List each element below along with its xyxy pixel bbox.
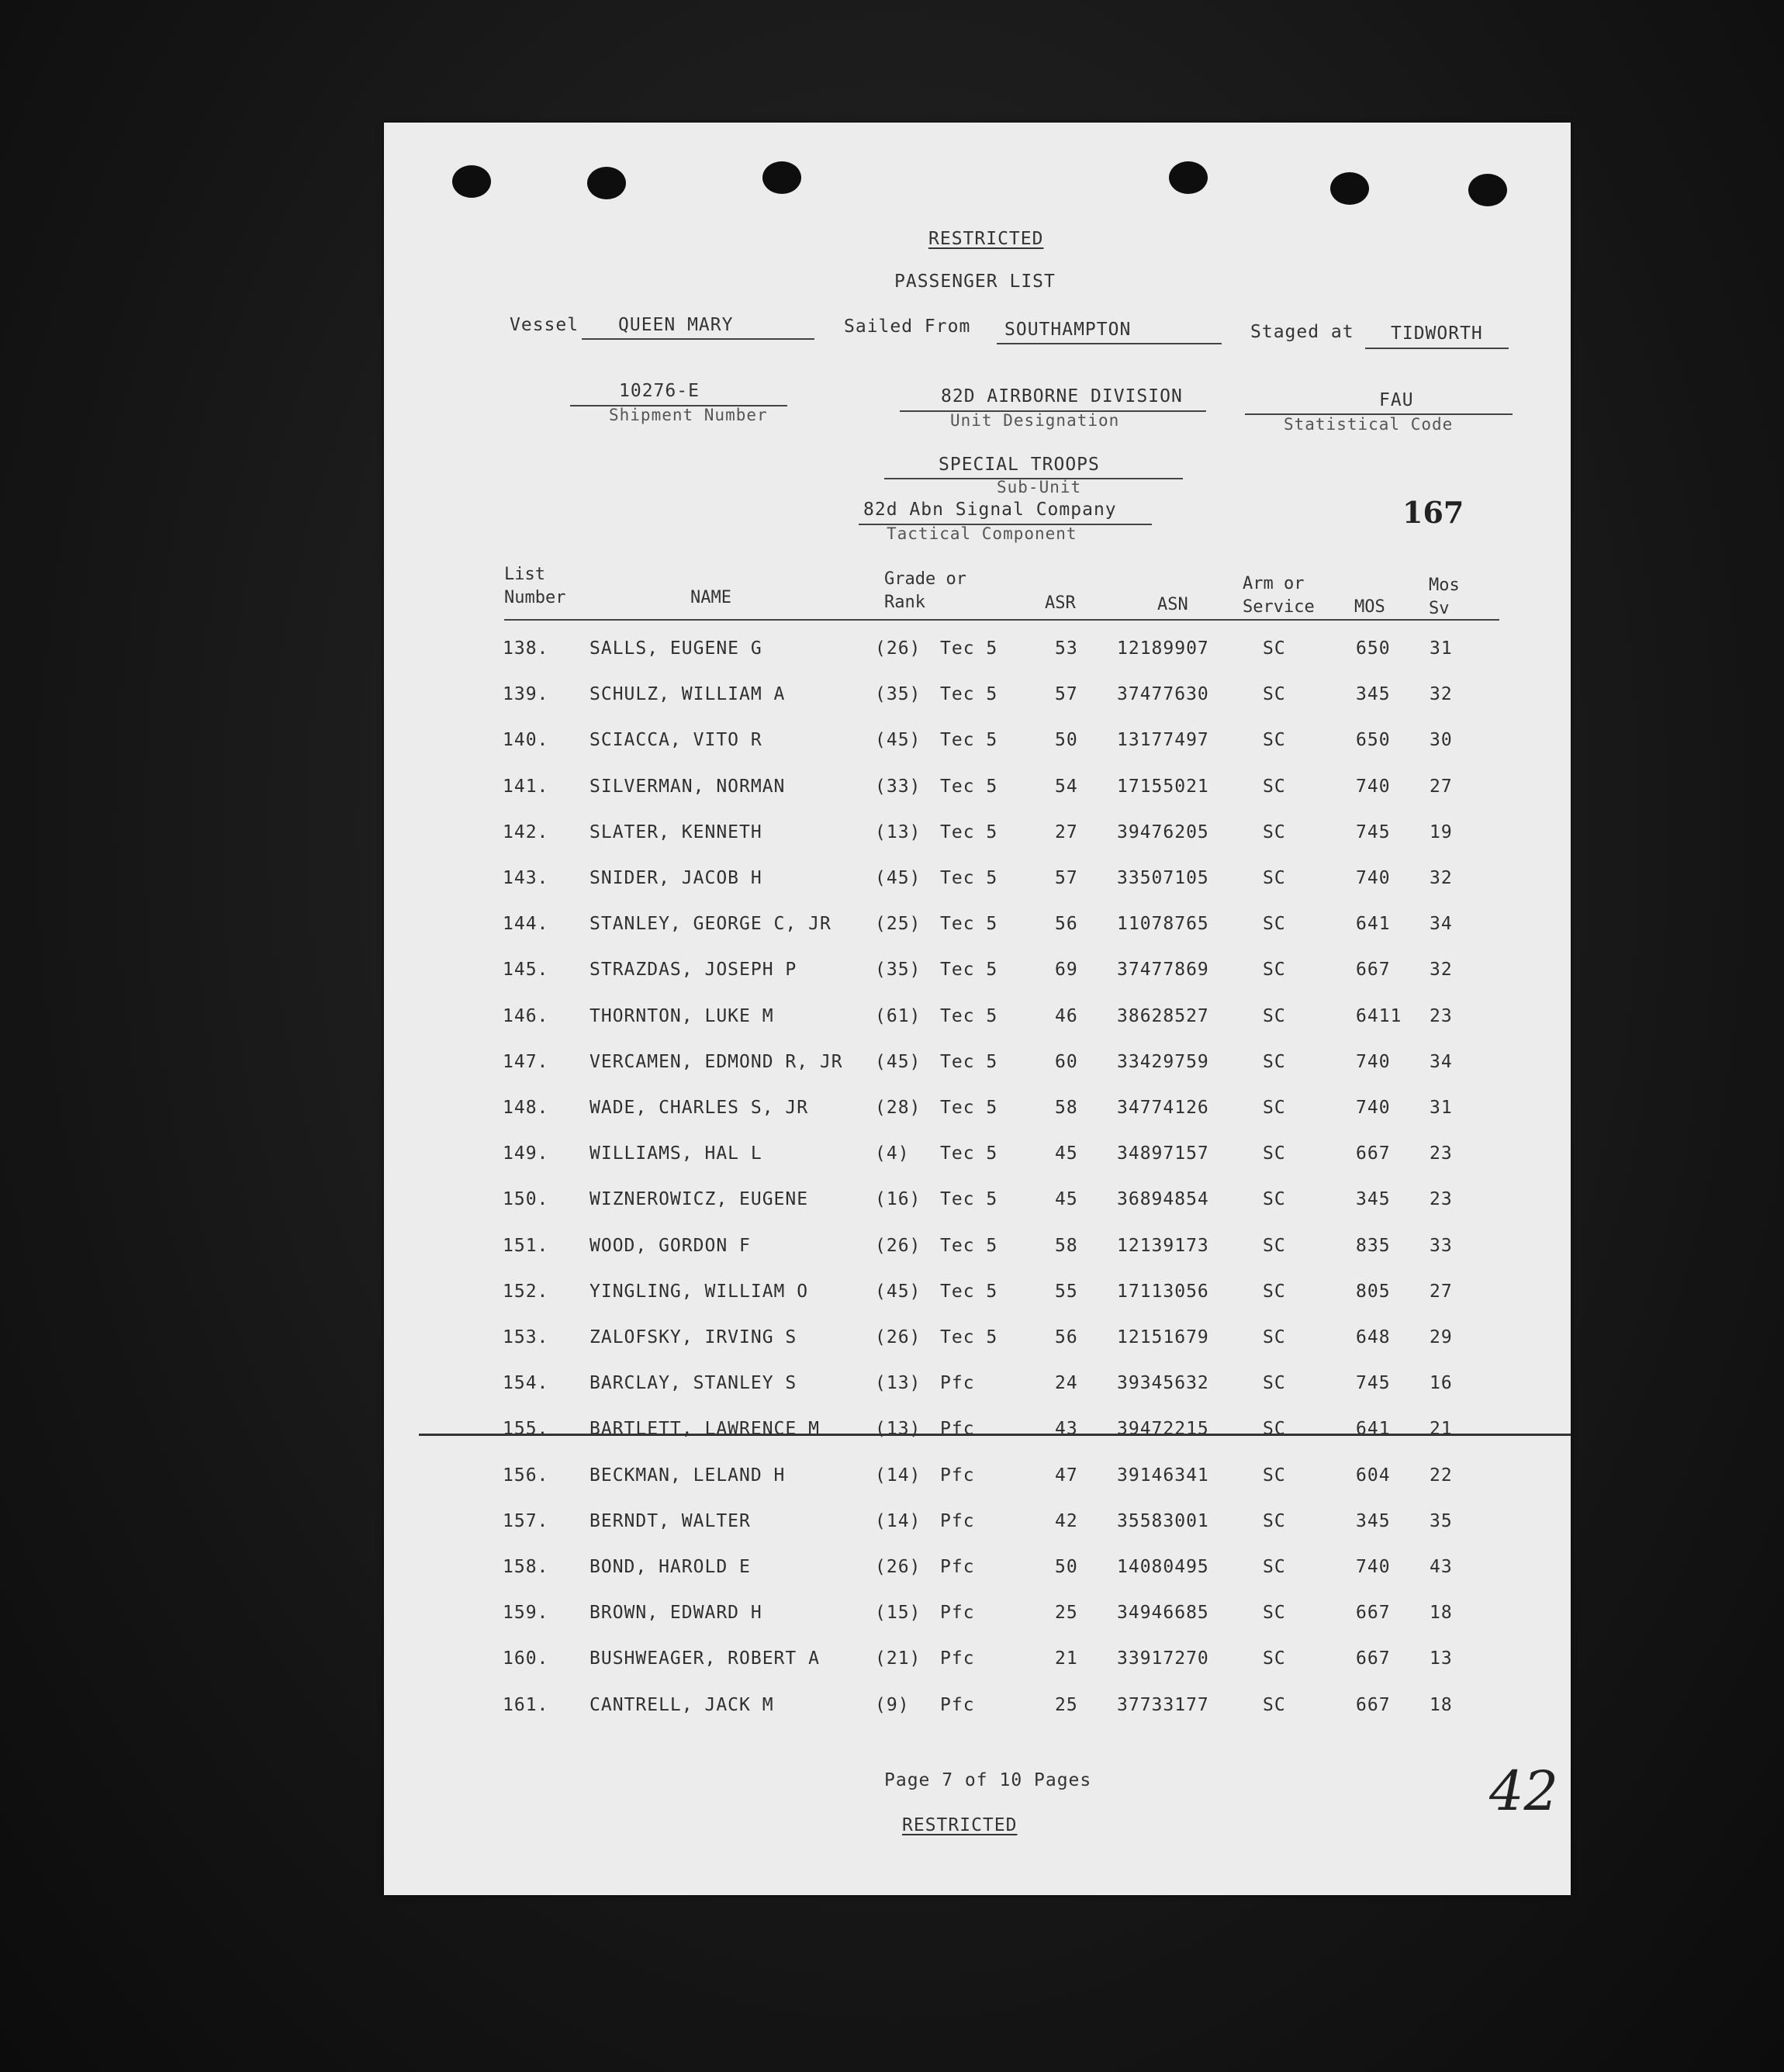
table-row bbox=[384, 638, 1571, 669]
row-asr: 58 bbox=[1055, 1235, 1078, 1256]
row-asr: 56 bbox=[1055, 914, 1078, 935]
col-grade-rank: Grade or Rank bbox=[884, 569, 966, 612]
row-asn: 36894854 bbox=[1117, 1189, 1209, 1210]
row-grade-code: (35) bbox=[875, 684, 921, 705]
row-asn: 13177497 bbox=[1117, 730, 1209, 751]
row-rank: Tec 5 bbox=[940, 868, 998, 888]
row-mos: 650 bbox=[1356, 730, 1391, 751]
row-rank: Tec 5 bbox=[940, 1098, 998, 1118]
row-grade-code: (45) bbox=[875, 1281, 921, 1302]
row-asn: 17155021 bbox=[1117, 776, 1209, 797]
classification-top: RESTRICTED bbox=[928, 229, 1044, 249]
staged-at-value: TIDWORTH bbox=[1391, 323, 1483, 344]
row-rank: Tec 5 bbox=[940, 776, 998, 797]
tactical-component-value: 82d Abn Signal Company bbox=[863, 500, 1117, 520]
row-name: BERNDT, WALTER bbox=[589, 1510, 751, 1531]
row-rank: Pfc bbox=[940, 1419, 975, 1440]
passenger-list-page bbox=[384, 123, 1571, 1895]
row-list-number: 155. bbox=[503, 1419, 549, 1440]
row-name: SLATER, KENNETH bbox=[589, 822, 762, 842]
row-asn: 37733177 bbox=[1117, 1694, 1209, 1715]
row-grade-code: (26) bbox=[875, 1235, 921, 1256]
row-mos: 345 bbox=[1356, 1510, 1391, 1531]
col-mos: MOS bbox=[1354, 597, 1385, 617]
row-grade-code: (14) bbox=[875, 1465, 921, 1486]
row-name: WOOD, GORDON F bbox=[589, 1235, 751, 1256]
row-mos: 345 bbox=[1356, 684, 1391, 705]
row-grade-code: (26) bbox=[875, 1557, 921, 1577]
row-rank: Tec 5 bbox=[940, 1051, 998, 1072]
row-mos-sv: 27 bbox=[1430, 776, 1453, 797]
row-mos: 740 bbox=[1356, 1557, 1391, 1577]
row-arm-service: SC bbox=[1263, 1648, 1286, 1669]
row-mos-sv: 32 bbox=[1430, 684, 1453, 705]
row-list-number: 158. bbox=[503, 1557, 549, 1577]
stamp-number: 167 bbox=[1402, 495, 1464, 530]
row-grade-code: (9) bbox=[875, 1694, 910, 1715]
row-rank: Tec 5 bbox=[940, 1143, 998, 1164]
row-list-number: 144. bbox=[503, 914, 549, 935]
row-list-number: 150. bbox=[503, 1189, 549, 1210]
row-arm-service: SC bbox=[1263, 1327, 1286, 1347]
row-mos-sv: 18 bbox=[1430, 1603, 1453, 1624]
table-row bbox=[384, 1603, 1571, 1634]
row-grade-code: (21) bbox=[875, 1648, 921, 1669]
row-name: STRAZDAS, JOSEPH P bbox=[589, 960, 797, 981]
row-arm-service: SC bbox=[1263, 822, 1286, 842]
row-grade-code: (15) bbox=[875, 1603, 921, 1624]
row-mos-sv: 32 bbox=[1430, 868, 1453, 888]
row-list-number: 147. bbox=[503, 1051, 549, 1072]
row-asn: 35583001 bbox=[1117, 1510, 1209, 1531]
row-name: SCIACCA, VITO R bbox=[589, 730, 762, 751]
statistical-code-label: Statistical Code bbox=[1284, 415, 1454, 434]
header-rule bbox=[504, 619, 1499, 621]
row-asn: 12139173 bbox=[1117, 1235, 1209, 1256]
row-asn: 34897157 bbox=[1117, 1143, 1209, 1164]
punch-hole bbox=[452, 165, 491, 198]
col-arm-service: Arm or Service bbox=[1243, 574, 1315, 617]
table-row bbox=[384, 1465, 1571, 1496]
row-grade-code: (14) bbox=[875, 1510, 921, 1531]
row-name: SCHULZ, WILLIAM A bbox=[589, 684, 786, 705]
row-asn: 11078765 bbox=[1117, 914, 1209, 935]
row-list-number: 153. bbox=[503, 1327, 549, 1347]
row-name: YINGLING, WILLIAM O bbox=[589, 1281, 809, 1302]
col-name: NAME bbox=[690, 588, 731, 607]
row-name: ZALOFSKY, IRVING S bbox=[589, 1327, 797, 1347]
row-mos-sv: 31 bbox=[1430, 1098, 1453, 1118]
row-grade-code: (25) bbox=[875, 914, 921, 935]
row-mos: 667 bbox=[1356, 1143, 1391, 1164]
punch-hole bbox=[587, 167, 626, 199]
row-grade-code: (4) bbox=[875, 1143, 910, 1164]
row-arm-service: SC bbox=[1263, 776, 1286, 797]
row-asn: 33507105 bbox=[1117, 868, 1209, 888]
row-mos-sv: 23 bbox=[1430, 1189, 1453, 1210]
row-mos-sv: 30 bbox=[1430, 730, 1453, 751]
shipment-number-label: Shipment Number bbox=[609, 406, 768, 424]
punch-hole bbox=[1468, 174, 1507, 206]
row-arm-service: SC bbox=[1263, 1281, 1286, 1302]
row-rank: Pfc bbox=[940, 1373, 975, 1394]
row-list-number: 159. bbox=[503, 1603, 549, 1624]
row-list-number: 160. bbox=[503, 1648, 549, 1669]
table-row bbox=[384, 960, 1571, 991]
row-asr: 25 bbox=[1055, 1694, 1078, 1715]
row-mos-sv: 13 bbox=[1430, 1648, 1453, 1669]
row-arm-service: SC bbox=[1263, 1098, 1286, 1118]
row-rank: Pfc bbox=[940, 1557, 975, 1577]
punch-hole bbox=[1330, 172, 1369, 205]
row-asn: 34946685 bbox=[1117, 1603, 1209, 1624]
page-footer: Page 7 of 10 Pages bbox=[884, 1770, 1092, 1790]
row-list-number: 138. bbox=[503, 638, 549, 659]
row-asn: 14080495 bbox=[1117, 1557, 1209, 1577]
row-asr: 27 bbox=[1055, 822, 1078, 842]
row-grade-code: (33) bbox=[875, 776, 921, 797]
sailed-from-value: SOUTHAMPTON bbox=[1004, 320, 1132, 340]
row-asr: 50 bbox=[1055, 1557, 1078, 1577]
row-list-number: 148. bbox=[503, 1098, 549, 1118]
col-mos-sv: Mos Sv bbox=[1429, 576, 1460, 618]
punch-hole bbox=[762, 161, 801, 194]
col-asn: ASN bbox=[1157, 595, 1188, 614]
table-row bbox=[384, 1557, 1571, 1588]
row-asn: 34774126 bbox=[1117, 1098, 1209, 1118]
row-asn: 33429759 bbox=[1117, 1051, 1209, 1072]
table-row bbox=[384, 1052, 1571, 1083]
row-name: BECKMAN, LELAND H bbox=[589, 1465, 786, 1486]
row-asn: 39472215 bbox=[1117, 1419, 1209, 1440]
row-asr: 56 bbox=[1055, 1327, 1078, 1347]
table-row bbox=[384, 1236, 1571, 1267]
row-mos: 345 bbox=[1356, 1189, 1391, 1210]
page-title: PASSENGER LIST bbox=[894, 272, 1056, 292]
row-rank: Pfc bbox=[940, 1694, 975, 1715]
table-row bbox=[384, 1189, 1571, 1220]
row-arm-service: SC bbox=[1263, 1603, 1286, 1624]
table-row bbox=[384, 1648, 1571, 1679]
row-grade-code: (13) bbox=[875, 822, 921, 842]
table-row bbox=[384, 1695, 1571, 1726]
row-mos: 641 bbox=[1356, 914, 1391, 935]
row-grade-code: (16) bbox=[875, 1189, 921, 1210]
row-asr: 57 bbox=[1055, 868, 1078, 888]
table-row bbox=[384, 822, 1571, 853]
tactical-component-label: Tactical Component bbox=[887, 524, 1077, 543]
row-asr: 45 bbox=[1055, 1143, 1078, 1164]
row-mos-sv: 23 bbox=[1430, 1143, 1453, 1164]
row-asn: 12151679 bbox=[1117, 1327, 1209, 1347]
vessel-value: QUEEN MARY bbox=[618, 315, 734, 335]
row-mos: 745 bbox=[1356, 1373, 1391, 1394]
row-name: THORNTON, LUKE M bbox=[589, 1005, 774, 1026]
row-list-number: 156. bbox=[503, 1465, 549, 1486]
row-arm-service: SC bbox=[1263, 1235, 1286, 1256]
table-row bbox=[384, 868, 1571, 899]
table-row bbox=[384, 1006, 1571, 1037]
row-mos: 6411 bbox=[1356, 1005, 1402, 1026]
row-rank: Pfc bbox=[940, 1603, 975, 1624]
table-row bbox=[384, 1282, 1571, 1313]
row-arm-service: SC bbox=[1263, 960, 1286, 981]
row-mos: 740 bbox=[1356, 1051, 1391, 1072]
row-mos: 650 bbox=[1356, 638, 1391, 659]
row-rank: Tec 5 bbox=[940, 638, 998, 659]
row-mos: 740 bbox=[1356, 868, 1391, 888]
row-arm-service: SC bbox=[1263, 1373, 1286, 1394]
row-mos: 745 bbox=[1356, 822, 1391, 842]
row-mos: 604 bbox=[1356, 1465, 1391, 1486]
row-mos-sv: 29 bbox=[1430, 1327, 1453, 1347]
row-mos-sv: 21 bbox=[1430, 1419, 1453, 1440]
row-mos-sv: 23 bbox=[1430, 1005, 1453, 1026]
row-list-number: 146. bbox=[503, 1005, 549, 1026]
row-arm-service: SC bbox=[1263, 1694, 1286, 1715]
row-asn: 39146341 bbox=[1117, 1465, 1209, 1486]
unit-designation-value: 82D AIRBORNE DIVISION bbox=[941, 386, 1183, 406]
vessel-underline bbox=[582, 338, 814, 340]
row-mos-sv: 22 bbox=[1430, 1465, 1453, 1486]
sub-unit-value: SPECIAL TROOPS bbox=[939, 455, 1100, 475]
row-name: WADE, CHARLES S, JR bbox=[589, 1098, 809, 1118]
row-mos-sv: 33 bbox=[1430, 1235, 1453, 1256]
row-rank: Tec 5 bbox=[940, 914, 998, 935]
row-asr: 69 bbox=[1055, 960, 1078, 981]
row-name: BARTLETT, LAWRENCE M bbox=[589, 1419, 820, 1440]
table-row bbox=[384, 684, 1571, 715]
row-list-number: 152. bbox=[503, 1281, 549, 1302]
shipment-number-value: 10276-E bbox=[619, 381, 700, 401]
row-list-number: 143. bbox=[503, 868, 549, 888]
row-arm-service: SC bbox=[1263, 1189, 1286, 1210]
row-mos-sv: 32 bbox=[1430, 960, 1453, 981]
row-asr: 45 bbox=[1055, 1189, 1078, 1210]
table-row bbox=[384, 1098, 1571, 1129]
row-mos: 667 bbox=[1356, 1603, 1391, 1624]
strikethrough-line bbox=[419, 1434, 1571, 1436]
row-mos: 740 bbox=[1356, 1098, 1391, 1118]
row-name: STANLEY, GEORGE C, JR bbox=[589, 914, 831, 935]
row-rank: Tec 5 bbox=[940, 1281, 998, 1302]
row-list-number: 140. bbox=[503, 730, 549, 751]
row-rank: Pfc bbox=[940, 1465, 975, 1486]
row-mos-sv: 16 bbox=[1430, 1373, 1453, 1394]
punch-hole bbox=[1169, 161, 1208, 194]
staged-at-underline bbox=[1365, 348, 1509, 349]
table-row bbox=[384, 1327, 1571, 1358]
row-asr: 54 bbox=[1055, 776, 1078, 797]
statistical-code-value: FAU bbox=[1379, 390, 1414, 410]
row-asr: 25 bbox=[1055, 1603, 1078, 1624]
row-grade-code: (26) bbox=[875, 638, 921, 659]
table-row bbox=[384, 1511, 1571, 1542]
row-name: BUSHWEAGER, ROBERT A bbox=[589, 1648, 820, 1669]
row-rank: Tec 5 bbox=[940, 1327, 998, 1347]
row-arm-service: SC bbox=[1263, 730, 1286, 751]
row-mos: 740 bbox=[1356, 776, 1391, 797]
row-mos: 805 bbox=[1356, 1281, 1391, 1302]
row-asr: 24 bbox=[1055, 1373, 1078, 1394]
row-rank: Tec 5 bbox=[940, 1005, 998, 1026]
row-asn: 33917270 bbox=[1117, 1648, 1209, 1669]
row-asn: 17113056 bbox=[1117, 1281, 1209, 1302]
row-mos: 667 bbox=[1356, 1648, 1391, 1669]
row-arm-service: SC bbox=[1263, 1510, 1286, 1531]
row-name: SNIDER, JACOB H bbox=[589, 868, 762, 888]
row-asn: 37477869 bbox=[1117, 960, 1209, 981]
row-list-number: 145. bbox=[503, 960, 549, 981]
row-asr: 50 bbox=[1055, 730, 1078, 751]
row-asn: 39345632 bbox=[1117, 1373, 1209, 1394]
row-mos: 667 bbox=[1356, 960, 1391, 981]
row-mos-sv: 43 bbox=[1430, 1557, 1453, 1577]
row-mos-sv: 35 bbox=[1430, 1510, 1453, 1531]
row-arm-service: SC bbox=[1263, 1051, 1286, 1072]
row-list-number: 161. bbox=[503, 1694, 549, 1715]
row-mos: 667 bbox=[1356, 1694, 1391, 1715]
row-list-number: 154. bbox=[503, 1373, 549, 1394]
row-grade-code: (26) bbox=[875, 1327, 921, 1347]
row-asn: 39476205 bbox=[1117, 822, 1209, 842]
row-mos-sv: 31 bbox=[1430, 638, 1453, 659]
table-row bbox=[384, 730, 1571, 761]
row-asn: 12189907 bbox=[1117, 638, 1209, 659]
row-rank: Tec 5 bbox=[940, 960, 998, 981]
handwritten-page-number: 42 bbox=[1489, 1759, 1559, 1823]
row-arm-service: SC bbox=[1263, 914, 1286, 935]
classification-bottom: RESTRICTED bbox=[902, 1815, 1018, 1835]
unit-designation-label: Unit Designation bbox=[950, 411, 1120, 430]
row-mos: 648 bbox=[1356, 1327, 1391, 1347]
row-arm-service: SC bbox=[1263, 1419, 1286, 1440]
row-asr: 55 bbox=[1055, 1281, 1078, 1302]
row-rank: Pfc bbox=[940, 1510, 975, 1531]
row-asn: 38628527 bbox=[1117, 1005, 1209, 1026]
row-rank: Tec 5 bbox=[940, 822, 998, 842]
row-grade-code: (45) bbox=[875, 1051, 921, 1072]
row-mos-sv: 34 bbox=[1430, 914, 1453, 935]
row-asn: 37477630 bbox=[1117, 684, 1209, 705]
row-arm-service: SC bbox=[1263, 1143, 1286, 1164]
row-asr: 42 bbox=[1055, 1510, 1078, 1531]
row-asr: 57 bbox=[1055, 684, 1078, 705]
row-mos-sv: 27 bbox=[1430, 1281, 1453, 1302]
row-arm-service: SC bbox=[1263, 1557, 1286, 1577]
row-grade-code: (45) bbox=[875, 868, 921, 888]
row-name: BOND, HAROLD E bbox=[589, 1557, 751, 1577]
row-list-number: 139. bbox=[503, 684, 549, 705]
row-grade-code: (13) bbox=[875, 1419, 921, 1440]
row-name: BROWN, EDWARD H bbox=[589, 1603, 762, 1624]
row-arm-service: SC bbox=[1263, 1465, 1286, 1486]
row-mos-sv: 18 bbox=[1430, 1694, 1453, 1715]
sub-unit-label: Sub-Unit bbox=[997, 478, 1082, 496]
row-rank: Tec 5 bbox=[940, 730, 998, 751]
row-grade-code: (35) bbox=[875, 960, 921, 981]
row-grade-code: (28) bbox=[875, 1098, 921, 1118]
row-rank: Pfc bbox=[940, 1648, 975, 1669]
row-mos-sv: 34 bbox=[1430, 1051, 1453, 1072]
table-row bbox=[384, 914, 1571, 945]
staged-at-label: Staged at bbox=[1250, 322, 1354, 342]
row-asr: 47 bbox=[1055, 1465, 1078, 1486]
row-list-number: 157. bbox=[503, 1510, 549, 1531]
row-asr: 46 bbox=[1055, 1005, 1078, 1026]
sailed-from-underline bbox=[997, 343, 1222, 344]
row-name: WIZNEROWICZ, EUGENE bbox=[589, 1189, 809, 1210]
row-name: BARCLAY, STANLEY S bbox=[589, 1373, 797, 1394]
row-arm-service: SC bbox=[1263, 684, 1286, 705]
row-mos: 641 bbox=[1356, 1419, 1391, 1440]
row-asr: 60 bbox=[1055, 1051, 1078, 1072]
row-asr: 21 bbox=[1055, 1648, 1078, 1669]
row-asr: 43 bbox=[1055, 1419, 1078, 1440]
col-list-number: List Number bbox=[504, 565, 566, 607]
row-name: VERCAMEN, EDMOND R, JR bbox=[589, 1051, 843, 1072]
row-arm-service: SC bbox=[1263, 868, 1286, 888]
row-arm-service: SC bbox=[1263, 638, 1286, 659]
row-grade-code: (61) bbox=[875, 1005, 921, 1026]
row-rank: Tec 5 bbox=[940, 1235, 998, 1256]
vessel-label: Vessel bbox=[510, 315, 579, 335]
row-name: CANTRELL, JACK M bbox=[589, 1694, 774, 1715]
row-asr: 53 bbox=[1055, 638, 1078, 659]
row-list-number: 151. bbox=[503, 1235, 549, 1256]
row-grade-code: (13) bbox=[875, 1373, 921, 1394]
row-mos-sv: 19 bbox=[1430, 822, 1453, 842]
col-asr: ASR bbox=[1045, 593, 1076, 613]
row-mos: 835 bbox=[1356, 1235, 1391, 1256]
row-name: WILLIAMS, HAL L bbox=[589, 1143, 762, 1164]
row-list-number: 142. bbox=[503, 822, 549, 842]
row-list-number: 141. bbox=[503, 776, 549, 797]
table-row bbox=[384, 777, 1571, 808]
table-row bbox=[384, 1373, 1571, 1404]
row-name: SILVERMAN, NORMAN bbox=[589, 776, 786, 797]
row-grade-code: (45) bbox=[875, 730, 921, 751]
row-rank: Tec 5 bbox=[940, 684, 998, 705]
table-row bbox=[384, 1143, 1571, 1174]
row-list-number: 149. bbox=[503, 1143, 549, 1164]
row-asr: 58 bbox=[1055, 1098, 1078, 1118]
row-name: SALLS, EUGENE G bbox=[589, 638, 762, 659]
row-rank: Tec 5 bbox=[940, 1189, 998, 1210]
sailed-from-label: Sailed From bbox=[844, 317, 971, 337]
row-arm-service: SC bbox=[1263, 1005, 1286, 1026]
